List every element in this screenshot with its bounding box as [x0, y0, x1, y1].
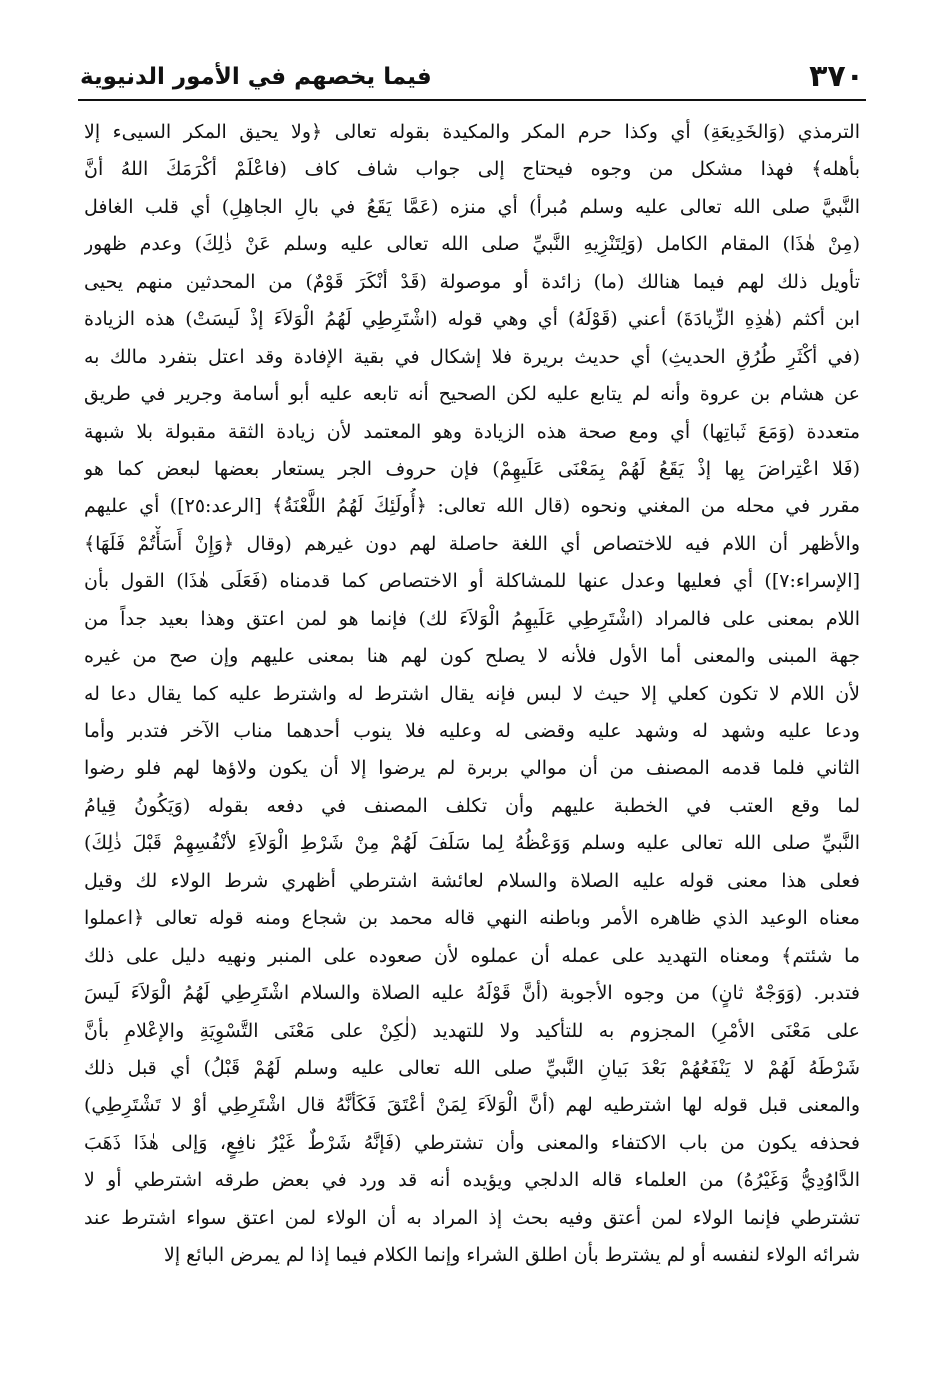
text-line: فتدبر. (وَوَجْهٌ ثانٍ) من وجوه الأجوبة (أنَّ قَوْلَهُ عليه الصلاة والسلام اشْتَرِطِي لَهُمُ الْوَلاَءَ لَيسَ: [84, 982, 860, 1005]
text-line: الدَّاوُدِيُّ وَغَيْرُهُ) من العلماء قاله الدلجي ويؤيده أنه قد ورد في بعض طرقه اشترطي أو لا: [84, 1169, 860, 1192]
page-header: [80, 52, 864, 92]
text-line: اللام بمعنى على فالمراد (اشْتَرِطِي عَلَيهِمُ الْوَلاَءَ لك) فإنما هو لمن اعتق وهذا بعيد جداً من: [84, 607, 860, 630]
text-line: (فَلا اعْتِراضَ بِها إذْ يَقَعُ لَهُمْ بِمَعْنَى عَلَيهِمْ) فإن حروف الجر يستعار بعضها لبعض كما هو: [84, 457, 860, 480]
text-line: (في أكْثَرِ طُرُقِ الحديثِ) أي حديث بريرة فلا إشكال في بقية الإفادة وقد اعتل بتفرد مالك به: [84, 345, 860, 368]
text-line: تشترطي فإنما الولاء لمن أعتق وفيه بحث إذ المراد به أن الولاء لمن اعتق سواء اشترط عند: [84, 1206, 860, 1229]
text-line: على مَعْنَى الأمْرِ) المجزوم به للتأكيد ولا للتهديد (لٰكِنْ على مَعْنَى التَّسْوِيَةِ والإعْلامِ بأنَّ: [84, 1019, 860, 1042]
page-number: ٣٧٠: [809, 59, 864, 94]
text-line: النَّبيِّ صلى الله تعالى عليه وسلم وَوَعْظُهُ لِما سَلَفَ لَهُمْ مِنْ شَرْطِ الْوَلاَءِ لأنْفُسِهِمْ قَبْلَ ذٰلِكَ): [84, 832, 860, 855]
text-line: عن هشام بن عروة وأنه لم يتابع عليه لكن الصحيح أنه تابعه عليه أبو أسامة وجرير في طريق: [84, 383, 860, 406]
text-line: النَّبيَّ صلى الله تعالى عليه وسلم مُبرأ) أي منزه (عَمَّا يَقَعُ في بالِ الجاهِلِ) أي قلب الغافل: [84, 195, 860, 218]
body-text: [84, 114, 860, 1275]
text-line: ما شئتم﴾ ومعناه التهديد على عمله أن عملوه لأن صعوده على المنبر ونهيه دليل على ذلك: [84, 944, 860, 967]
text-line: لأن اللام لا تكون كعلي إلا حيث لا لبس فإنه يقال اشترط له واشترط عليه كما يقال دعا له: [84, 682, 860, 705]
text-line: مقرر في محله من المغني ونحوه (قال الله تعالى: ﴿أُولَئِكَ لَهُمُ اللَّعْنَةُ﴾ [الرعد:٢٥]) أي عليهم: [84, 495, 860, 518]
text-line: والمعنى قبل قوله لها اشترطيه لهم (أنَّ الْوَلاَءَ لِمَنْ أعْتَقَ فَكَأنَّهُ قال اشْتَرِطِي أوْ لا تَشْتَرِطِي): [84, 1094, 860, 1117]
header-divider: [78, 99, 866, 101]
running-title: فيما يخصهم في الأمور الدنيوية: [80, 64, 432, 90]
text-line: ودعا عليه وشهد له وشهد عليه وقضى له وعليه فلا ينوب أحدهما مناب الآخر فتدبر وأما: [84, 720, 860, 742]
text-line: تأويل ذلك لهم فيما هنالك (ما) زائدة أو موصولة (قَدْ أنْكَرَ قَوْمٌ) من المحدثين منهم يحيى: [84, 270, 860, 293]
text-line: ابن أكثم (هٰذِهِ الزِّيادَةَ) أعني (قَوْلَهُ) أي وهي قوله (اشْتَرِطِي لَهُمُ الْوَلاَءَ إذْ لَيسَتْ) هذه الزيادة: [84, 308, 860, 331]
text-line: شَرْطَهُ لَهُمْ لا يَنْفَعُهُمْ بَعْدَ بَيانِ النَّبيِّ صلى الله تعالى عليه وسلم لَهُمْ قَبْلُ) أي قبل ذلك: [84, 1056, 860, 1079]
text-line: شرائه الولاء لنفسه أو لم يشترط بأن اطلق الشراء وإنما الكلام فيما إذا لم يمرض البائع إلا: [164, 1244, 860, 1267]
text-line: الترمذي (وَالخَدِيعَةِ) أي وكذا حرم المكر والمكيدة بقوله تعالى ﴿ولا يحيق المكر السيىء إلا: [84, 121, 860, 143]
text-line: فعلى هذا معنى قوله عليه الصلاة والسلام لعائشة اشترطي أظهري شرط الولاء لك وقيل: [84, 869, 860, 892]
text-line: (مِنْ هٰذَا) المقام الكامل (وَلِتَنْزِيهِ النَّبيِّ صلى الله تعالى عليه وسلم عَنْ ذٰلِكَ) وعدم ظهور: [84, 233, 860, 256]
text-line: جهة المبنى والمعنى أما الأول فلأنه لا يصلح كون لهم هنا بمعنى عليهم وإن صح من غيره: [84, 645, 860, 668]
text-line: معناه الوعيد الذي ظاهره الأمر وباطنه النهي قاله محمد بن شجاع ومنه قوله تعالى ﴿اعملوا: [84, 907, 860, 930]
text-line: والأظهر أن اللام فيه للاختصاص أي اللغة حاصلة لهم دون غيرهم (وقال ﴿وَإِنْ أَسَأْتُمْ فَلَهَا﴾: [84, 532, 860, 555]
text-line: لما وقع العتب في الخطبة عليهم وأن تكلف المصنف في دفعه بقوله (وَيَكُونُ قِيامُ: [84, 794, 860, 817]
text-line: فحذفه يكون من باب الاكتفاء والمعنى وأن تشترطي (فَإنَّهُ شَرْطٌ غَيْرُ نافِعٍ، وَإلى هٰذَا ذَهَبَ: [84, 1131, 860, 1154]
text-line: بأهله﴾ فهذا مشكل من وجوه فيحتاج إلى جواب شاف كاف (فاعْلَمْ أكْرَمَكَ اللهُ أنَّ: [84, 158, 860, 181]
text-line: متعددة (وَمَعَ ثَباتِها) أي ومع صحة هذه الزيادة وهو المعتمد لأن زيادة الثقة مقبولة بلا شبهة: [84, 420, 860, 443]
text-line: [الإسراء:٧]) أي فعليها وعدل عنها للمشاكلة أو الاختصاص كما قدمناه (فَعَلَى هٰذَا) القول بأن: [84, 570, 860, 593]
text-line: الثاني فلما قدمه المصنف من أن موالي بربرة لم يرضوا إلا أن يكون ولاؤها لهم فلو رضوا: [84, 757, 860, 780]
